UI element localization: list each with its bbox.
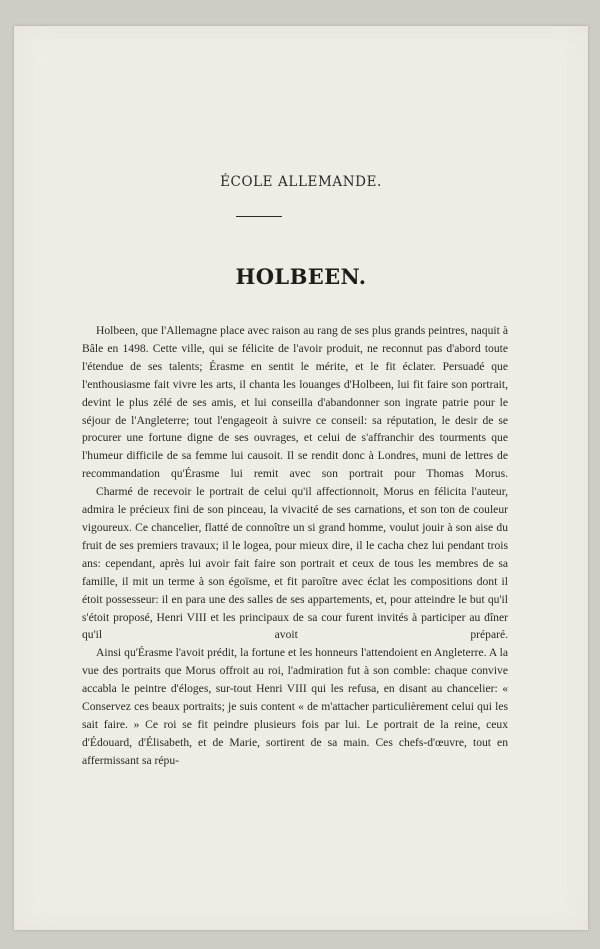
- section-title: ÉCOLE ALLEMANDE.: [220, 174, 382, 190]
- paragraph-1: Holbeen, que l'Allemagne place avec raison au rang de ses plus grands peintres, naquit à Bâle en 1498. Cette ville, qui se félicite de l'avoir produit, ne reconnut pas d'abord toute l'étendue de ses talents; Érasme en sentit le mérite, et le fit éclater. Persuadé que l'enthousiasme fait vivre les arts, il chanta les louanges d'Holbeen, lui fit faire son portrait, devint le plus zélé de ses amis, et lui conseilla d'abandonner son ingrate patrie pour le séjour de l'Angleterre; tout l'engageoit à suivre ce conseil: sa réputation, le desir de se procurer une fortune digne de ses ouvrages, et celui de s'affranchir des tourments que l'humeur difficile de sa femme lui causoit. Il se rendit donc à Londres, muni de lettres de recommandation qu'Érasme lui remit avec son portrait pour Thomas Morus.: [82, 324, 508, 481]
- artist-title: HOLBEEN.: [235, 264, 367, 289]
- paragraph-3: Ainsi qu'Érasme l'avoit prédit, la fortune et les honneurs l'attendoient en Angleterre. A la vue des portraits que Morus offroit au roi, l'admiration fut à son comble: chaque convive accabla le peintre d'éloges, sur-tout Henri VIII qui les refusa, en disant au chancelier: « Conservez ces beaux portraits; je suis content « de m'attacher particulièrement celui qui les sait faire. » Ce roi se fit peindre plusieurs fois par lui. Le portrait de la reine, ceux d'Édouard, d'Élisabeth, et de Marie, sortirent de sa main. Ces chefs-d'œuvre, tout en affermissant sa répu-: [82, 646, 508, 767]
- body-text: [82, 322, 508, 770]
- page-sheet: [14, 26, 588, 930]
- paragraph-2: Charmé de recevoir le portrait de celui qu'il affectionnoit, Morus en félicita l'auteur, admira le précieux fini de son pinceau, la vivacité de ses carnations, et son ton de couleur vigoureux. Ce chancelier, flatté de connoître un si grand homme, voulut jouir à son aise du fruit de ses premiers travaux; il le logea, pour mieux dire, il le cacha chez lui pendant trois ans: cependant, après lui avoir fait faire son portrait et ceux de tous les membres de sa famille, il mit un terme à son égoïsme, et fit paroître avec éclat les compositions dont il étoit possesseur: il en para une des salles de ses appartements, et, pour atteindre le but qu'il s'étoit proposé, Henri VIII et les principaux de sa cour furent invités à participer au dîner qu'il avoit préparé.: [82, 485, 508, 642]
- title-divider: [236, 216, 282, 217]
